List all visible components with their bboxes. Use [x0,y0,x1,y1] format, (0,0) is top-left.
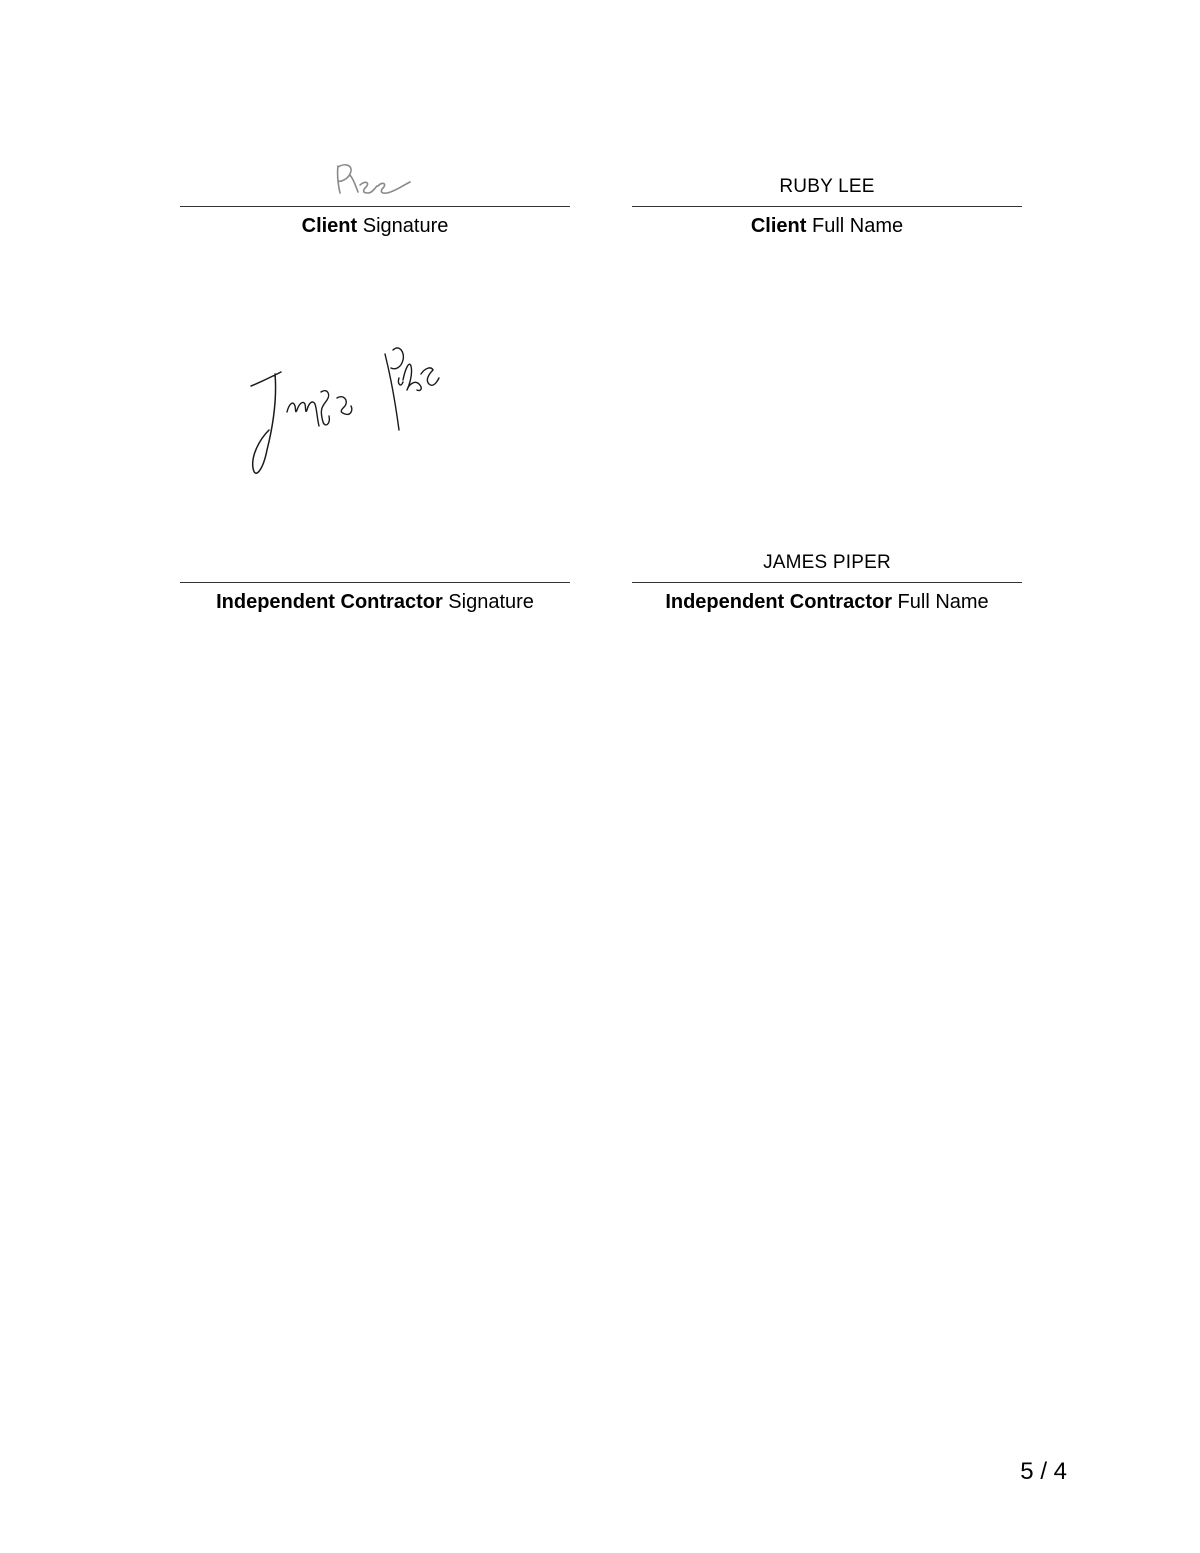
contractor-signature-caption-rest: Signature [442,591,534,613]
client-full-name-caption-bold: Client [750,215,807,237]
contractor-handwritten-signature [245,330,445,480]
page-number: 5 / 4 [1020,1458,1067,1485]
contractor-signature-caption-bold: Independent Contractor [216,591,443,613]
contractor-full-name-line [632,582,1022,583]
client-signature-caption-rest: Signature [357,215,449,237]
contractor-full-name-value: JAMES PIPER [763,552,891,573]
client-signature-line [180,206,570,207]
contractor-full-name-caption [632,589,1022,615]
client-full-name-value: RUBY LEE [779,176,875,197]
client-signature-area [180,150,570,206]
contractor-full-name-area [632,320,1022,582]
client-full-name-block [632,150,1022,239]
client-full-name-caption-rest: Full Name [806,215,904,237]
contractor-signature-caption [180,589,570,615]
contractor-signature-block [180,320,570,615]
client-full-name-area [632,150,1022,206]
contractor-full-name-caption-bold: Independent Contractor [665,591,892,613]
client-full-name-line [632,206,1022,207]
client-full-name-caption [632,213,1022,239]
client-handwritten-signature [332,160,422,200]
client-signature-caption-bold: Client [301,215,358,237]
contractor-full-name-caption-rest: Full Name [891,591,989,613]
contractor-signature-area [180,320,570,582]
contractor-signature-line [180,582,570,583]
client-signature-caption [180,213,570,239]
client-signature-block [180,150,570,239]
contractor-full-name-block [632,320,1022,615]
